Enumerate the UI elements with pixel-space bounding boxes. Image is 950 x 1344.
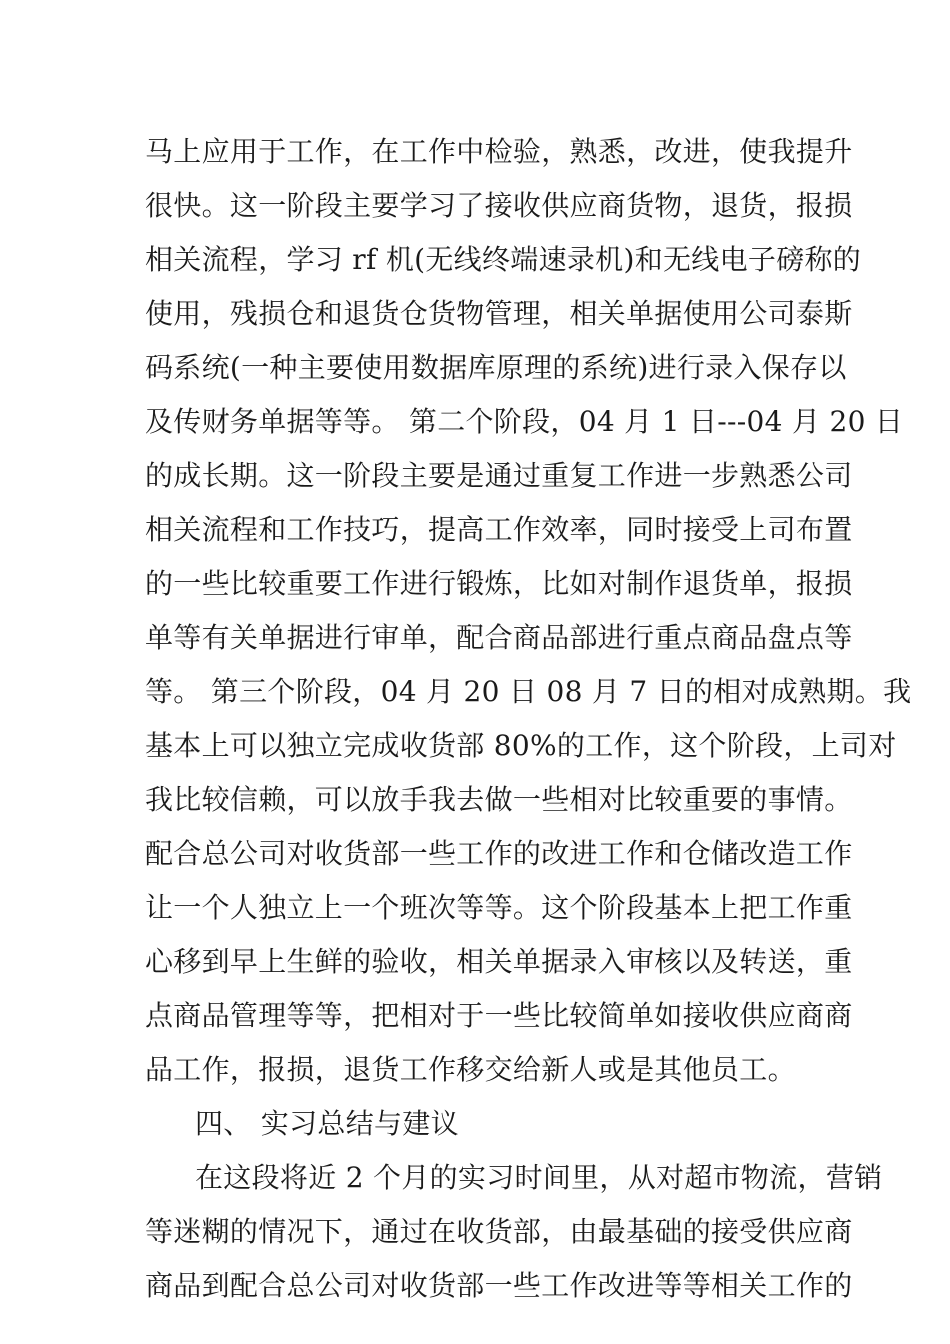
- body-line: 商品到配合总公司对收货部一些工作改进等等相关工作的: [145, 1269, 853, 1302]
- body-line: 的成长期。这一阶段主要是通过重复工作进一步熟悉公司: [145, 459, 853, 492]
- body-line: 的一些比较重要工作进行锻炼，比如对制作退货单，报损: [145, 567, 853, 600]
- body-line: 等迷糊的情况下，通过在收货部，由最基础的接受供应商: [145, 1215, 853, 1248]
- document-body: [145, 125, 912, 1313]
- body-line: 单等有关单据进行审单，配合商品部进行重点商品盘点等: [145, 621, 853, 654]
- body-line: 相关流程和工作技巧，提高工作效率，同时接受上司布置: [145, 513, 853, 546]
- body-line: 码系统(一种主要使用数据库原理的系统)进行录入保存以: [145, 351, 847, 384]
- body-line: 品工作，报损，退货工作移交给新人或是其他员工。: [145, 1053, 796, 1086]
- body-line: 我比较信赖，可以放手我去做一些相对比较重要的事情。: [145, 783, 853, 816]
- body-line: 及传财务单据等等。 第二个阶段，04 月 1 日---04 月 20 日: [145, 405, 904, 438]
- body-line: 配合总公司对收货部一些工作的改进工作和仓储改造工作: [145, 837, 853, 870]
- body-line: 让一个人独立上一个班次等等。这个阶段基本上把工作重: [145, 891, 853, 924]
- body-line: 心移到早上生鲜的验收，相关单据录入审核以及转送，重: [145, 945, 853, 978]
- body-line: 相关流程，学习 rf 机(无线终端速录机)和无线电子磅称的: [145, 243, 862, 276]
- body-line: 很快。这一阶段主要学习了接收供应商货物，退货，报损: [145, 189, 853, 222]
- body-line: 使用，残损仓和退货仓货物管理，相关单据使用公司泰斯: [145, 297, 853, 330]
- body-line: 等。 第三个阶段，04 月 20 日 08 月 7 日的相对成熟期。我: [145, 675, 912, 708]
- body-line: 马上应用于工作，在工作中检验，熟悉，改进，使我提升: [145, 135, 853, 168]
- body-line: 基本上可以独立完成收货部 80%的工作，这个阶段，上司对: [145, 729, 897, 762]
- body-line: 点商品管理等等，把相对于一些比较简单如接收供应商商: [145, 999, 853, 1032]
- section-heading: 四、 实习总结与建议: [195, 1107, 459, 1140]
- paragraph-first-line: 在这段将近 2 个月的实习时间里，从对超市物流，营销: [195, 1161, 883, 1194]
